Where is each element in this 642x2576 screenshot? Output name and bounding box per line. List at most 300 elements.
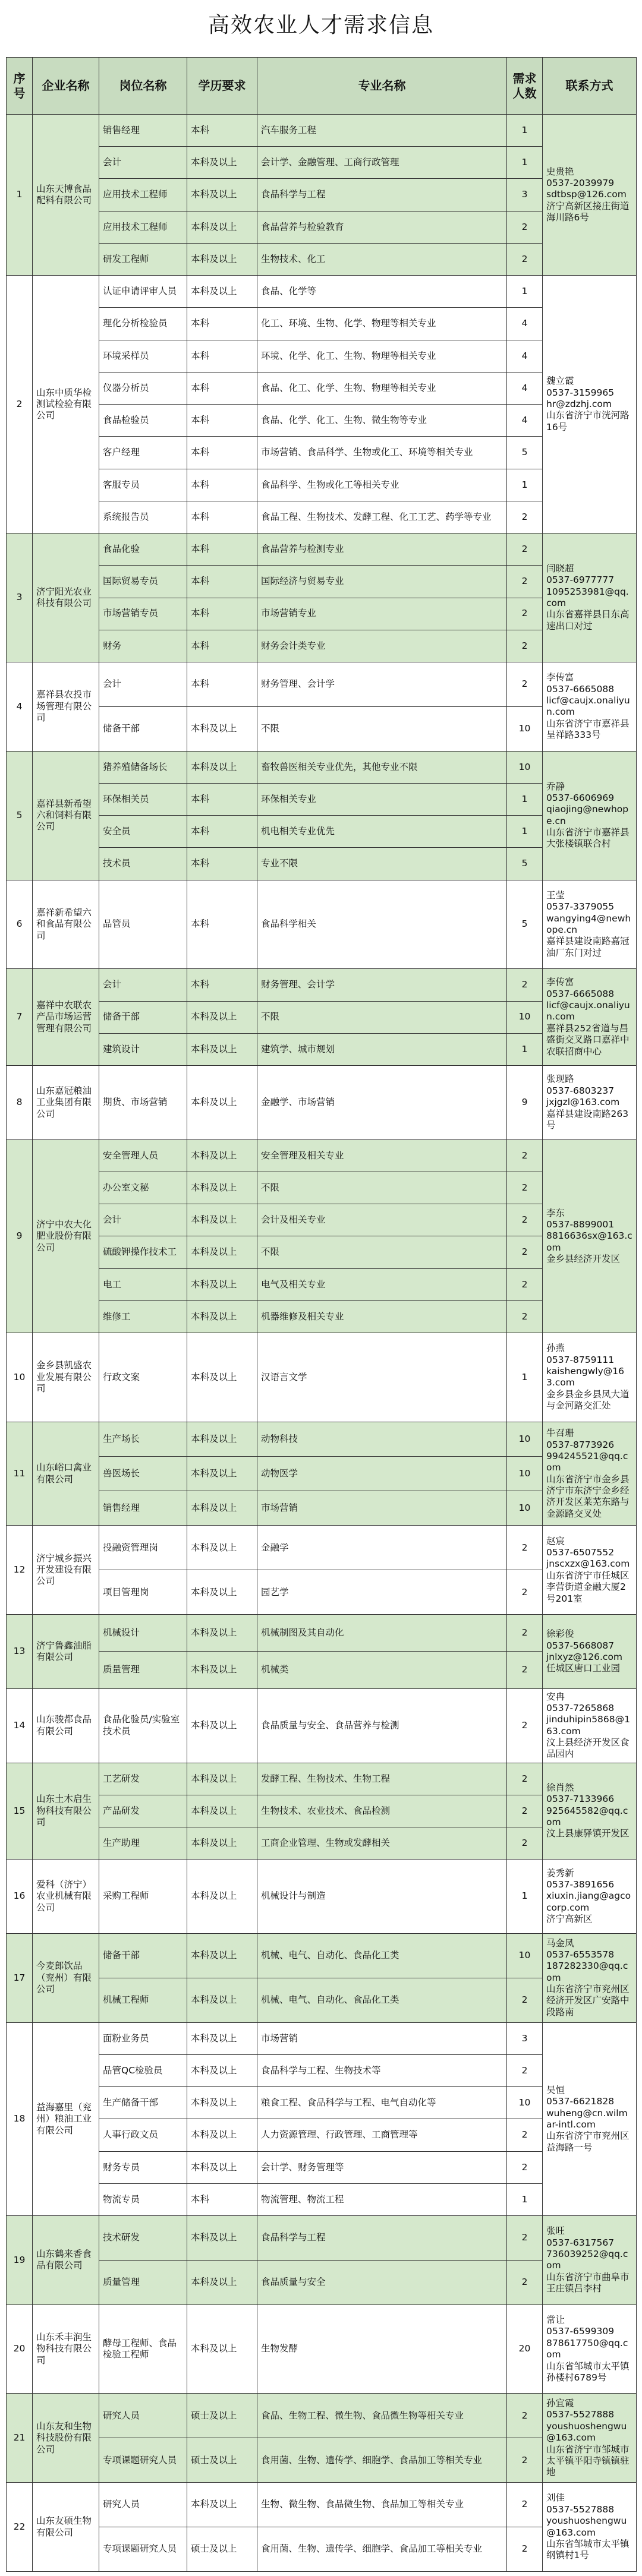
table-row	[7, 1066, 637, 1140]
education-requirement: 本科	[187, 437, 257, 469]
headcount: 1	[507, 1333, 543, 1422]
headcount: 2	[507, 1652, 543, 1688]
position-name: 应用技术工程师	[99, 179, 187, 211]
row-number: 12	[7, 1526, 33, 1615]
major-name: 会计学、财务管理等	[257, 2151, 507, 2183]
position-name: 投融资管理岗	[99, 1526, 187, 1570]
position-name: 理化分析检验员	[99, 308, 187, 340]
table-row	[7, 598, 637, 630]
table-row	[7, 2151, 637, 2183]
education-requirement: 本科及以上	[187, 2260, 257, 2304]
major-name: 生物技术、化工	[257, 243, 507, 275]
education-requirement: 本科	[187, 2183, 257, 2215]
table-row	[7, 662, 637, 706]
position-name: 品管员	[99, 880, 187, 969]
table-row	[7, 1268, 637, 1300]
headcount: 2	[507, 1172, 543, 1204]
headcount: 2	[507, 2151, 543, 2183]
contact-info: 吴恒 0537-6621828 wuheng@cn.wilmar-intl.com 山东省济宁市兖州区益海路一号	[543, 2022, 637, 2215]
header-major: 专业名称	[257, 58, 507, 115]
position-name: 办公室文秘	[99, 1172, 187, 1204]
table-row	[7, 1795, 637, 1827]
contact-info: 刘佳 0537-5527888 youshuoshengwu@163.com 山东省邹城市太平镇纲镇村1号	[543, 2483, 637, 2572]
table-row	[7, 1457, 637, 1491]
headcount: 2	[507, 2527, 543, 2572]
table-row	[7, 2119, 637, 2151]
major-name: 食品科学与工程	[257, 2216, 507, 2261]
major-name: 市场营销	[257, 1491, 507, 1526]
position-name: 会计	[99, 969, 187, 1001]
education-requirement: 本科及以上	[187, 1860, 257, 1934]
table-row	[7, 751, 637, 783]
company-name: 嘉祥县农投市场管理有限公司	[33, 662, 99, 751]
major-name: 市场营销专业	[257, 598, 507, 630]
company-name: 今麦郎饮品（兖州）有限公司	[33, 1934, 99, 2023]
position-name: 产品研发	[99, 1795, 187, 1827]
position-name: 国际贸易专员	[99, 566, 187, 598]
education-requirement: 本科及以上	[187, 1066, 257, 1140]
position-name: 客服专员	[99, 469, 187, 501]
headcount: 2	[507, 243, 543, 275]
major-name: 人力资源管理、行政管理、工商管理等	[257, 2119, 507, 2151]
education-requirement: 本科及以上	[187, 1934, 257, 1978]
headcount: 1	[507, 147, 543, 179]
table-row	[7, 1763, 637, 1795]
position-name: 市场营销专员	[99, 598, 187, 630]
headcount: 2	[507, 2260, 543, 2304]
education-requirement: 本科及以上	[187, 2054, 257, 2086]
headcount: 1	[507, 469, 543, 501]
position-name: 酵母工程师、食品检验工程师	[99, 2304, 187, 2394]
education-requirement: 本科及以上	[187, 1570, 257, 1615]
position-name: 维修工	[99, 1300, 187, 1333]
row-number: 3	[7, 533, 33, 662]
education-requirement: 本科及以上	[187, 179, 257, 211]
table-row	[7, 2216, 637, 2261]
position-name: 机械工程师	[99, 1978, 187, 2022]
headcount: 2	[507, 566, 543, 598]
row-number: 20	[7, 2304, 33, 2394]
header-company: 企业名称	[33, 58, 99, 115]
row-number: 15	[7, 1763, 33, 1860]
header-count: 需求人数	[507, 58, 543, 115]
major-name: 生物、微生物、食品微生物、食品加工等相关专业	[257, 2483, 507, 2527]
header-education: 学历要求	[187, 58, 257, 115]
position-name: 研究人员	[99, 2483, 187, 2527]
company-name: 山东峪口禽业有限公司	[33, 1422, 99, 1526]
table-row	[7, 1652, 637, 1688]
headcount: 1	[507, 783, 543, 815]
header-no: 序号	[7, 58, 33, 115]
company-name: 爱科（济宁）农业机械有限公司	[33, 1860, 99, 1934]
headcount: 4	[507, 372, 543, 404]
page-title: 高效农业人才需求信息	[207, 13, 434, 37]
headcount: 5	[507, 848, 543, 880]
table-row	[7, 1570, 637, 1615]
table-row	[7, 179, 637, 211]
education-requirement: 本科	[187, 405, 257, 437]
major-name: 食用菌、生物、遗传学、细胞学、食品加工等相关专业	[257, 2438, 507, 2483]
table-row	[7, 405, 637, 437]
contact-info: 闫晓超 0537-6977777 1095253981@qq.com 山东省嘉祥县日东高速出口对过	[543, 533, 637, 662]
table-row	[7, 308, 637, 340]
position-name: 财务	[99, 630, 187, 662]
education-requirement: 本科及以上	[187, 1172, 257, 1204]
position-name: 研究人员	[99, 2394, 187, 2438]
position-name: 环境采样员	[99, 340, 187, 372]
headcount: 1	[507, 115, 543, 147]
table-row	[7, 2183, 637, 2215]
education-requirement: 本科及以上	[187, 243, 257, 275]
education-requirement: 本科及以上	[187, 2022, 257, 2054]
company-name: 山东鹤来香食品有限公司	[33, 2216, 99, 2305]
table-row	[7, 2527, 637, 2572]
row-number: 6	[7, 880, 33, 969]
headcount: 10	[507, 706, 543, 751]
table-row	[7, 1615, 637, 1652]
contact-info: 牛召珊 0537-8773926 994245521@qq.com 山东省济宁市金乡县济宁市东济宁金乡经济开发区莱芜东路与金源路交叉处	[543, 1422, 637, 1526]
headcount: 2	[507, 2054, 543, 2086]
contact-info: 安冉 0537-7265868 jinduhipin5868@163.com 汶上县经济开发区食品园内	[543, 1688, 637, 1763]
education-requirement: 本科及以上	[187, 1688, 257, 1763]
table-row	[7, 211, 637, 243]
table-row	[7, 566, 637, 598]
education-requirement: 本科及以上	[187, 706, 257, 751]
major-name: 财务管理、会计学	[257, 969, 507, 1001]
position-name: 品管QC检验员	[99, 2054, 187, 2086]
headcount: 2	[507, 1978, 543, 2022]
row-number: 1	[7, 115, 33, 276]
position-name: 电工	[99, 1268, 187, 1300]
table-row	[7, 2304, 637, 2394]
education-requirement: 本科	[187, 630, 257, 662]
education-requirement: 本科及以上	[187, 1333, 257, 1422]
table-row	[7, 340, 637, 372]
education-requirement: 本科及以上	[187, 1422, 257, 1456]
education-requirement: 本科	[187, 372, 257, 404]
headcount: 4	[507, 340, 543, 372]
major-name: 安全管理及相关专业	[257, 1139, 507, 1172]
table-row	[7, 372, 637, 404]
major-name: 食品营养与检验教育	[257, 211, 507, 243]
row-number: 2	[7, 276, 33, 533]
contact-info: 姜秀新 0537-3891656 xiuxin.jiang@agcocorp.com 济宁高新区	[543, 1860, 637, 1934]
major-name: 专业不限	[257, 848, 507, 880]
major-name: 食品、化学、化工、生物、微生物等专业	[257, 405, 507, 437]
table-row	[7, 469, 637, 501]
education-requirement: 本科及以上	[187, 2304, 257, 2394]
major-name: 食品质量与安全	[257, 2260, 507, 2304]
contact-info: 李东 0537-8899001 8816636sx@163.com 金乡县经济开发区	[543, 1139, 637, 1333]
headcount: 10	[507, 751, 543, 783]
table-row	[7, 706, 637, 751]
position-name: 会计	[99, 147, 187, 179]
headcount: 4	[507, 308, 543, 340]
headcount: 2	[507, 1204, 543, 1236]
position-name: 机械设计	[99, 1615, 187, 1652]
table-row	[7, 1688, 637, 1763]
major-name: 机械、电气、自动化、食品化工类	[257, 1934, 507, 1978]
table-row	[7, 1204, 637, 1236]
row-number: 7	[7, 969, 33, 1066]
table-row	[7, 630, 637, 662]
table-row	[7, 1236, 637, 1268]
table-row	[7, 276, 637, 308]
headcount: 2	[507, 662, 543, 706]
company-name: 山东骏都食品有限公司	[33, 1688, 99, 1763]
major-name: 机电相关专业优先	[257, 816, 507, 848]
headcount: 2	[507, 1570, 543, 1615]
header-contact: 联系方式	[543, 58, 637, 115]
contact-info: 徐肖然 0537-7133966 925645582@qq.com 汶上县康驿镇开发区	[543, 1763, 637, 1860]
headcount: 2	[507, 1795, 543, 1827]
position-name: 质量管理	[99, 2260, 187, 2304]
major-name: 发酵工程、生物技术、生物工程	[257, 1763, 507, 1795]
table-row	[7, 437, 637, 469]
table-row	[7, 115, 637, 147]
major-name: 市场营销	[257, 2022, 507, 2054]
position-name: 储备干部	[99, 1001, 187, 1033]
major-name: 机械制图及其自动化	[257, 1615, 507, 1652]
position-name: 安全管理人员	[99, 1139, 187, 1172]
table-row	[7, 1333, 637, 1422]
major-name: 建筑学、城市规划	[257, 1033, 507, 1065]
education-requirement: 本科及以上	[187, 1526, 257, 1570]
row-number: 16	[7, 1860, 33, 1934]
contact-info: 乔静 0537-6606969 qiaojing@newhope.cn 山东省济宁市嘉祥县大张楼镇联合村	[543, 751, 637, 880]
headcount: 5	[507, 880, 543, 969]
row-number: 22	[7, 2483, 33, 2572]
education-requirement: 本科	[187, 566, 257, 598]
education-requirement: 本科及以上	[187, 1763, 257, 1795]
headcount: 10	[507, 1422, 543, 1456]
education-requirement: 本科	[187, 115, 257, 147]
table-row	[7, 2260, 637, 2304]
contact-info: 王莹 0537-3379055 wangying4@newhope.cn 嘉祥县建设南路嘉冠油厂东门对过	[543, 880, 637, 969]
education-requirement: 本科及以上	[187, 1795, 257, 1827]
contact-info: 马金凤 0537-6553578 187282330@qq.com 山东省济宁市兖州区经济开发区广安路中段路南	[543, 1934, 637, 2023]
position-name: 认证申请评审人员	[99, 276, 187, 308]
major-name: 畜牧兽医相关专业优先，其他专业不限	[257, 751, 507, 783]
company-name: 益海嘉里（兖州）粮油工业有限公司	[33, 2022, 99, 2215]
position-name: 应用技术工程师	[99, 211, 187, 243]
position-name: 研发工程师	[99, 243, 187, 275]
headcount: 2	[507, 211, 543, 243]
headcount: 3	[507, 2022, 543, 2054]
contact-info: 徐彩俊 0537-5668087 jnlxyz@126.com 任城区唐口工业园	[543, 1615, 637, 1689]
contact-info: 赵宸 0537-6507552 jnscxzx@163.com 山东省济宁市任城区李营街道金融大厦2号201室	[543, 1526, 637, 1615]
education-requirement: 本科及以上	[187, 2087, 257, 2119]
company-name: 济宁鲁鑫油脂有限公司	[33, 1615, 99, 1689]
headcount: 4	[507, 405, 543, 437]
major-name: 不限	[257, 706, 507, 751]
company-name: 山东嘉冠粮油工业集团有限公司	[33, 1066, 99, 1140]
position-name: 项目管理岗	[99, 1570, 187, 1615]
education-requirement: 本科	[187, 880, 257, 969]
major-name: 不限	[257, 1001, 507, 1033]
position-name: 技术员	[99, 848, 187, 880]
table-row	[7, 2087, 637, 2119]
company-name: 山东禾丰润生物科技有限公司	[33, 2304, 99, 2394]
company-name: 山东中质华检测试检验有限公司	[33, 276, 99, 533]
major-name: 动物科技	[257, 1422, 507, 1456]
headcount: 9	[507, 1066, 543, 1140]
headcount: 2	[507, 598, 543, 630]
major-name: 环境、化学、化工、生物、物理等相关专业	[257, 340, 507, 372]
company-name: 山东友和生物科技股份有限公司	[33, 2394, 99, 2483]
major-name: 食品科学相关	[257, 880, 507, 969]
education-requirement: 本科及以上	[187, 1139, 257, 1172]
major-name: 机械类	[257, 1652, 507, 1688]
table-row	[7, 501, 637, 533]
position-name: 客户经理	[99, 437, 187, 469]
major-name: 食品质量与安全、食品营养与检测	[257, 1688, 507, 1763]
table-row	[7, 2438, 637, 2483]
headcount: 10	[507, 1491, 543, 1526]
education-requirement: 本科及以上	[187, 1300, 257, 1333]
table-row	[7, 880, 637, 969]
contact-info: 张旺 0537-6317567 736039252@qq.com 山东省济宁市曲阜市王庄镇吕李村	[543, 2216, 637, 2305]
major-name: 粮食工程、食品科学与工程、电气自动化等	[257, 2087, 507, 2119]
position-name: 会计	[99, 1204, 187, 1236]
position-name: 储备干部	[99, 1934, 187, 1978]
headcount: 2	[507, 2394, 543, 2438]
education-requirement: 本科	[187, 501, 257, 533]
education-requirement: 本科及以上	[187, 1033, 257, 1065]
table-row	[7, 1001, 637, 1033]
position-name: 食品检验员	[99, 405, 187, 437]
major-name: 食品科学与工程、生物技术等	[257, 2054, 507, 2086]
education-requirement: 本科	[187, 469, 257, 501]
education-requirement: 本科及以上	[187, 1491, 257, 1526]
headcount: 2	[507, 1139, 543, 1172]
education-requirement: 本科及以上	[187, 1978, 257, 2022]
education-requirement: 本科	[187, 783, 257, 815]
major-name: 财务会计类专业	[257, 630, 507, 662]
contact-info: 常让 0537-6599309 878617750@qq.com 山东省邹城市太平镇孙楼村6789号	[543, 2304, 637, 2394]
position-name: 面粉业务员	[99, 2022, 187, 2054]
row-number: 5	[7, 751, 33, 880]
major-name: 食品科学与工程	[257, 179, 507, 211]
row-number: 14	[7, 1688, 33, 1763]
table-row	[7, 783, 637, 815]
headcount: 2	[507, 501, 543, 533]
position-name: 猪养殖储备场长	[99, 751, 187, 783]
headcount: 2	[507, 1827, 543, 1860]
major-name: 不限	[257, 1172, 507, 1204]
company-name: 济宁阳光农业科技有限公司	[33, 533, 99, 662]
headcount: 2	[507, 1236, 543, 1268]
header-position: 岗位名称	[99, 58, 187, 115]
headcount: 1	[507, 2183, 543, 2215]
position-name: 食品化验	[99, 533, 187, 566]
table-row	[7, 1033, 637, 1065]
headcount: 1	[507, 276, 543, 308]
headcount: 5	[507, 437, 543, 469]
row-number: 18	[7, 2022, 33, 2215]
company-name: 山东友硕生物有限公司	[33, 2483, 99, 2572]
major-name: 金融学、市场营销	[257, 1066, 507, 1140]
major-name: 财务管理、会计学	[257, 662, 507, 706]
major-name: 食品、化学等	[257, 276, 507, 308]
contact-info: 魏立霞 0537-3159965 hr@zdzhj.com 山东省济宁市洸河路16号	[543, 276, 637, 533]
education-requirement: 本科及以上	[187, 1204, 257, 1236]
table-row	[7, 147, 637, 179]
recruitment-table	[6, 57, 637, 2572]
table-row	[7, 2483, 637, 2527]
major-name: 市场营销、食品科学、生物或化工、环境等相关专业	[257, 437, 507, 469]
table-row	[7, 969, 637, 1001]
major-name: 食品工程、生物技术、发酵工程、化工工艺、药学等专业	[257, 501, 507, 533]
major-name: 机器维修及相关专业	[257, 1300, 507, 1333]
headcount: 2	[507, 1268, 543, 1300]
table-row	[7, 1934, 637, 1978]
position-name: 食品化验员/实验室技术员	[99, 1688, 187, 1763]
education-requirement: 本科及以上	[187, 147, 257, 179]
position-name: 财务专员	[99, 2151, 187, 2183]
education-requirement: 本科	[187, 533, 257, 566]
education-requirement: 本科	[187, 662, 257, 706]
headcount: 2	[507, 2483, 543, 2527]
row-number: 21	[7, 2394, 33, 2483]
education-requirement: 本科及以上	[187, 1001, 257, 1033]
major-name: 金融学	[257, 1526, 507, 1570]
position-name: 行政文案	[99, 1333, 187, 1422]
table-row	[7, 243, 637, 275]
position-name: 生产储备干部	[99, 2087, 187, 2119]
headcount: 2	[507, 630, 543, 662]
position-name: 硫酸钾操作技术工	[99, 1236, 187, 1268]
company-name: 嘉祥县新希望六和饲料有限公司	[33, 751, 99, 880]
position-name: 专项课题研究人员	[99, 2527, 187, 2572]
position-name: 生产场长	[99, 1422, 187, 1456]
table-row	[7, 1300, 637, 1333]
education-requirement: 本科及以上	[187, 751, 257, 783]
headcount: 2	[507, 2119, 543, 2151]
major-name: 机械、电气、自动化、食品化工类	[257, 1978, 507, 2022]
major-name: 生物发酵	[257, 2304, 507, 2394]
position-name: 仪器分析员	[99, 372, 187, 404]
position-name: 人事行政文员	[99, 2119, 187, 2151]
position-name: 销售经理	[99, 1491, 187, 1526]
education-requirement: 本科	[187, 969, 257, 1001]
contact-info: 张现路 0537-6803237 jxjgzl@163.com 嘉祥县建设南路263号	[543, 1066, 637, 1140]
headcount: 2	[507, 1526, 543, 1570]
education-requirement: 本科及以上	[187, 1457, 257, 1491]
headcount: 10	[507, 2087, 543, 2119]
headcount: 2	[507, 1763, 543, 1795]
headcount: 2	[507, 2438, 543, 2483]
major-name: 食品营养与检测专业	[257, 533, 507, 566]
headcount: 2	[507, 1688, 543, 1763]
position-name: 环保相关员	[99, 783, 187, 815]
company-name: 嘉祥中农联农产品市场运营管理有限公司	[33, 969, 99, 1066]
major-name: 机械设计与制造	[257, 1860, 507, 1934]
contact-info: 李传富 0537-6665088 licf@caujx.onaliyun.com 嘉祥县252省道与昌盛街交叉路口嘉祥中农联招商中心	[543, 969, 637, 1066]
major-name: 不限	[257, 1236, 507, 1268]
position-name: 期货、市场营销	[99, 1066, 187, 1140]
headcount: 2	[507, 1615, 543, 1652]
table-row	[7, 2394, 637, 2438]
position-name: 安全员	[99, 816, 187, 848]
headcount: 1	[507, 816, 543, 848]
company-name: 嘉祥新希望六和食品有限公司	[33, 880, 99, 969]
major-name: 环保相关专业	[257, 783, 507, 815]
row-number: 10	[7, 1333, 33, 1422]
table-row	[7, 1526, 637, 1570]
education-requirement: 本科及以上	[187, 1827, 257, 1860]
table-row	[7, 1139, 637, 1172]
